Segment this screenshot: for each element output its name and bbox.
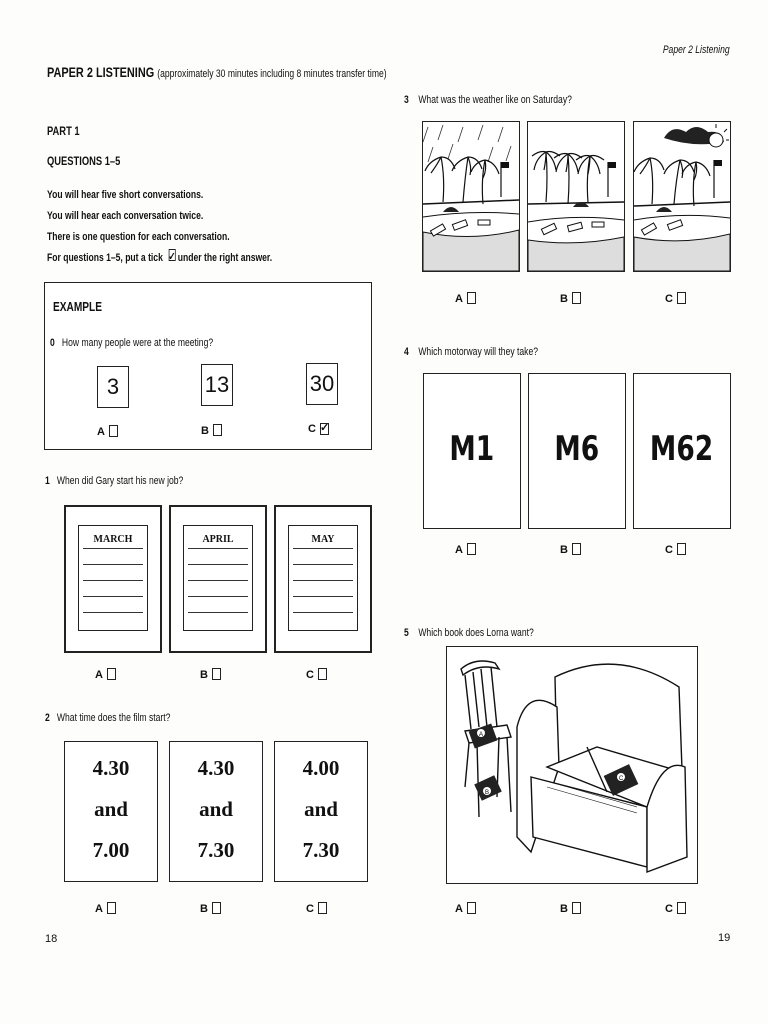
example-question: 0 How many people were at the meeting? (50, 337, 214, 349)
time-text: and (94, 797, 128, 821)
q2-answer-b[interactable]: B (200, 902, 221, 915)
answer-checkbox[interactable] (213, 424, 222, 436)
weather-picture-storm-sun (633, 121, 731, 272)
fine-beach-icon (528, 122, 624, 271)
instruction-line: For questions 1–5, put a tick ✓ under the right answer. (47, 248, 272, 269)
chair-sofa-books-illustration (447, 647, 697, 883)
time-card-a (64, 741, 158, 882)
q2-answer-a[interactable]: A (95, 902, 116, 915)
q5-answer-b[interactable]: B (560, 902, 581, 915)
example-box (44, 282, 372, 450)
example-option-a: 3 (97, 366, 129, 408)
answer-checkbox[interactable] (467, 543, 476, 555)
calendar-month: APRIL (202, 534, 234, 545)
example-option-c: 30 (306, 363, 338, 405)
rain-beach-icon (423, 122, 519, 271)
instruction-line: You will hear each conversation twice. (47, 210, 204, 222)
page-number-right: 19 (718, 932, 731, 944)
calendar-c (274, 505, 372, 653)
example-option-b: 13 (201, 364, 233, 406)
answer-checkbox[interactable] (212, 668, 221, 680)
page-number-left: 18 (45, 933, 58, 945)
question-3: 3 What was the weather like on Saturday? (404, 94, 572, 106)
q5-answer-c[interactable]: C (665, 902, 686, 915)
calendar-month: MARCH (93, 534, 133, 545)
part-heading: PART 1 (47, 124, 80, 138)
answer-checkbox[interactable] (677, 902, 686, 914)
example-heading: EXAMPLE (53, 299, 103, 314)
calendar-a (64, 505, 162, 653)
motorway-option-b: M6 (528, 373, 626, 529)
questions-range: QUESTIONS 1–5 (47, 154, 121, 168)
paper-title: PAPER 2 LISTENING (approximately 30 minutes including 8 minutes transfer time) (47, 64, 387, 80)
q1-answer-b[interactable]: B (200, 668, 221, 681)
book-label-a: A (479, 732, 484, 738)
time-text: 4.30 (92, 756, 130, 780)
answer-checkbox[interactable] (318, 668, 327, 680)
example-answer-a[interactable]: A (97, 425, 118, 438)
answer-checkbox[interactable] (677, 292, 686, 304)
q3-answer-b[interactable]: B (560, 292, 581, 305)
time-card-c (274, 741, 368, 882)
time-text: 7.30 (302, 838, 340, 862)
q4-answer-a[interactable]: A (455, 543, 476, 556)
instruction-line: There is one question for each conversation. (47, 231, 230, 243)
book-label-b: B (485, 790, 490, 796)
q2-answer-c[interactable]: C (306, 902, 327, 915)
answer-checkbox[interactable] (572, 292, 581, 304)
answer-checkbox[interactable] (107, 902, 116, 914)
answer-checkbox-ticked[interactable] (320, 423, 329, 435)
answer-checkbox[interactable] (467, 292, 476, 304)
time-card-b (169, 741, 263, 882)
time-text: and (304, 797, 338, 821)
time-text: 7.00 (92, 838, 130, 862)
calendar-month: MAY (311, 534, 335, 545)
q5-answer-a[interactable]: A (455, 902, 476, 915)
question-1: 1 When did Gary start his new job? (45, 475, 184, 487)
motorway-option-a: M1 (423, 373, 521, 529)
q3-answer-c[interactable]: C (665, 292, 686, 305)
time-text: 4.00 (302, 756, 340, 780)
paper-timing-note: (approximately 30 minutes including 8 minutes transfer time) (157, 68, 387, 80)
calendar-b (169, 505, 267, 653)
q1-answer-c[interactable]: C (306, 668, 327, 681)
question-2: 2 What time does the film start? (45, 712, 171, 724)
q3-answer-a[interactable]: A (455, 292, 476, 305)
answer-checkbox[interactable] (107, 668, 116, 680)
weather-picture-fine (527, 121, 625, 272)
answer-checkbox[interactable] (467, 902, 476, 914)
weather-picture-rain (422, 121, 520, 272)
tick-symbol-icon (168, 249, 175, 261)
storm-sun-beach-icon (634, 122, 730, 271)
q4-answer-c[interactable]: C (665, 543, 686, 556)
answer-checkbox[interactable] (572, 902, 581, 914)
question-5: 5 Which book does Lorna want? (404, 627, 534, 639)
question-4: 4 Which motorway will they take? (404, 346, 539, 358)
instructions (47, 185, 336, 269)
book-label-c: C (619, 776, 624, 782)
answer-checkbox[interactable] (677, 543, 686, 555)
motorway-option-c: M62 (633, 373, 731, 529)
example-answer-c[interactable]: C✓ (308, 423, 329, 435)
answer-checkbox[interactable] (109, 425, 118, 437)
living-room-picture (446, 646, 698, 884)
q4-answer-b[interactable]: B (560, 543, 581, 556)
q1-answer-a[interactable]: A (95, 668, 116, 681)
answer-checkbox[interactable] (318, 902, 327, 914)
time-text: 7.30 (197, 838, 235, 862)
instruction-line: You will hear five short conversations. (47, 189, 204, 201)
example-answer-b[interactable]: B (201, 424, 222, 437)
answer-checkbox[interactable] (572, 543, 581, 555)
answer-checkbox[interactable] (212, 902, 221, 914)
time-text: and (199, 797, 233, 821)
time-text: 4.30 (197, 756, 235, 780)
running-header: Paper 2 Listening (663, 44, 730, 56)
